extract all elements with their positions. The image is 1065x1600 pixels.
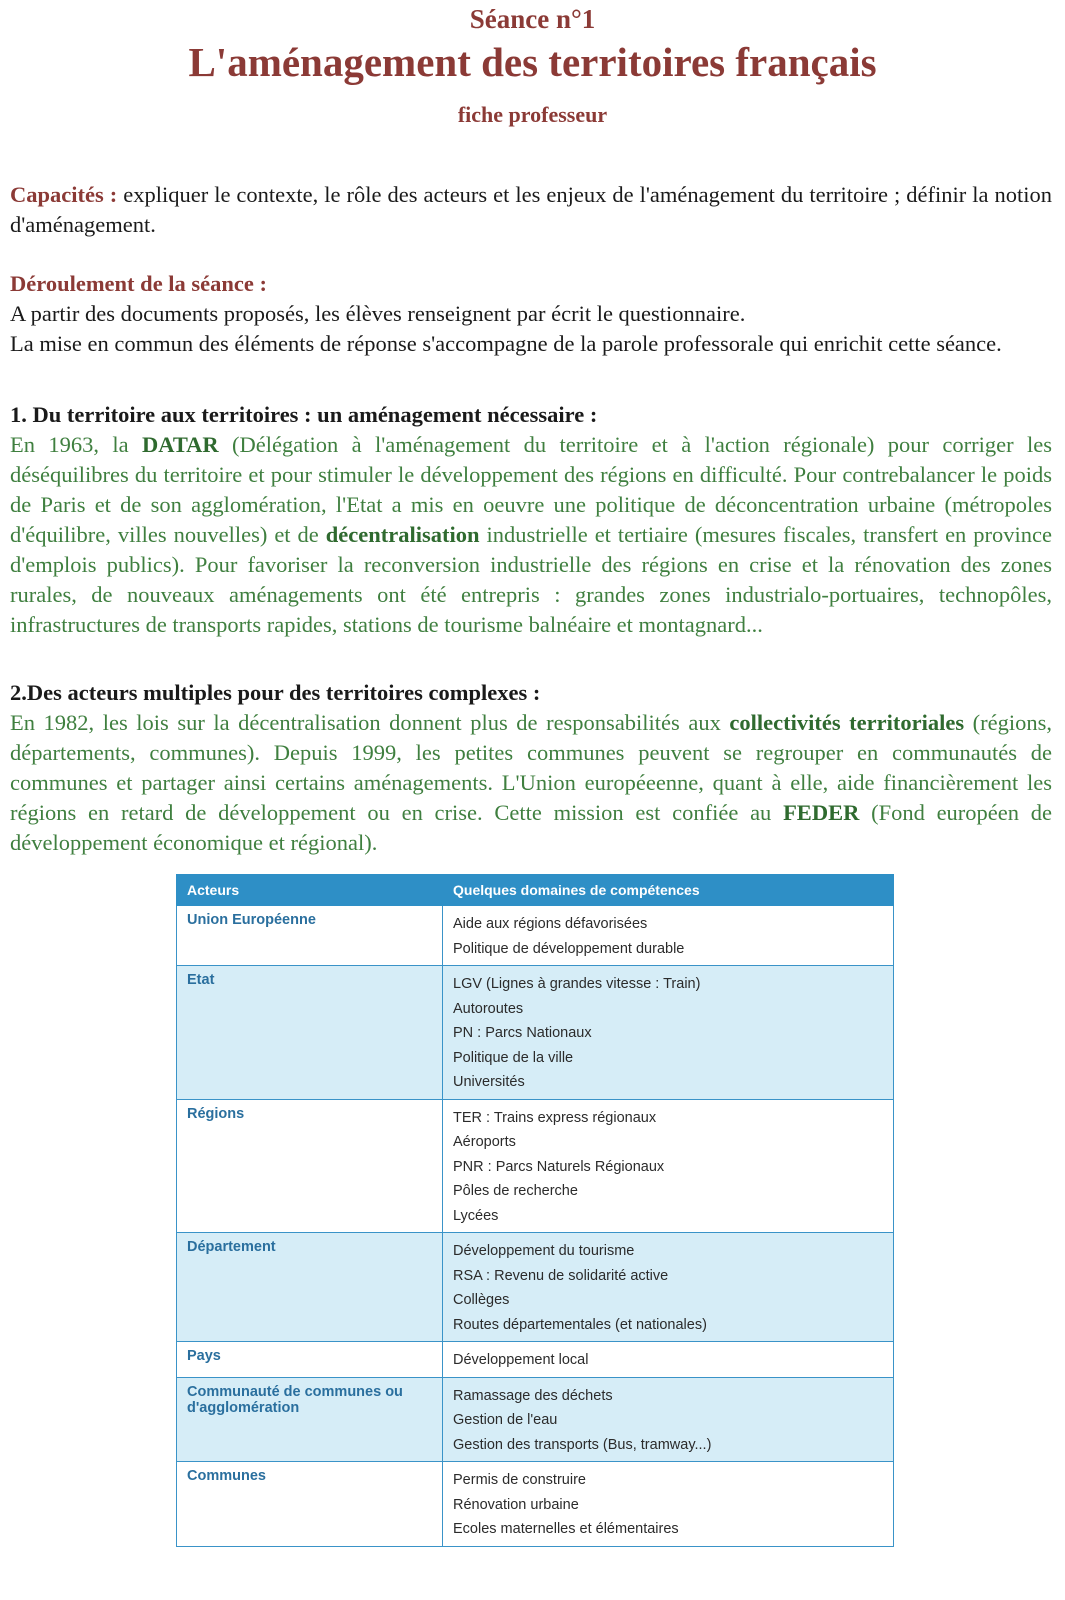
- domains-cell: [443, 1342, 894, 1378]
- capacites-paragraph: [10, 180, 1052, 240]
- domain-item: Pôles de recherche: [453, 1183, 578, 1199]
- domains-cell: [443, 966, 894, 1100]
- domain-item: Gestion de l'eau: [453, 1412, 558, 1428]
- domains-cell: [443, 1099, 894, 1233]
- domain-item: TER : Trains express régionaux: [453, 1109, 657, 1126]
- domain-item: Routes départementales (et nationales): [453, 1316, 707, 1333]
- collectivites-term: collectivités territoriales: [729, 710, 965, 735]
- section-2-text-b: (régions, départements, communes). Depuis 1999, les petites communes peuvent se regrouper en communautés de communes et partager ainsi certains aménagements. L'Union européeenne, quant à elle, aide financièrement les régions en retard de développement ou en crise. Cette mission est confiée au: [10, 710, 1053, 825]
- domain-item: Lycées: [453, 1207, 499, 1224]
- actor-cell: Pays: [177, 1342, 443, 1378]
- domain-item: Ramassage des déchets: [453, 1387, 613, 1404]
- domains-cell: [443, 1233, 894, 1342]
- domain-item: Ecoles maternelles et élémentaires: [453, 1521, 679, 1537]
- section-2-text-c: (Fond européen de développement économique et régional).: [10, 800, 1053, 855]
- actor-cell: Département: [177, 1233, 443, 1342]
- capacites-label: Capacités :: [10, 182, 118, 207]
- capacites-text: expliquer le contexte, le rôle des acteurs et les enjeux de l'aménagement du territoire ; définir la notion d'aménagement.: [10, 182, 1052, 237]
- deroulement-label: Déroulement de la séance :: [10, 271, 268, 296]
- actor-cell: Etat: [177, 966, 443, 1100]
- domain-item: Universités: [453, 1074, 525, 1090]
- section-2: [10, 678, 1052, 858]
- section-1-text-c: industrielle et tertiaire (mesures fiscales, transfert en province d'emplois publics). Pour favoriser la reconversion industrielle des régions en crise et la rénovation des zones rurales, de nouveaux aménagements ont été entrepris : grandes zones industrialo-portuaires, technopôles, infrastructures de transports rapides, stations de tourisme balnéaire et montagnard...: [10, 522, 1052, 637]
- datar-term: DATAR: [142, 432, 219, 457]
- actor-cell: Union Européenne: [177, 906, 443, 966]
- domain-item: PN : Parcs Nationaux: [453, 1025, 592, 1041]
- domain-item: LGV (Lignes à grandes vitesse : Train): [453, 976, 701, 992]
- section-1-heading: 1. Du territoire aux territoires : un aménagement nécessaire :: [10, 402, 598, 427]
- table-row: [177, 1233, 894, 1342]
- session-number: Séance n°1: [469, 4, 596, 34]
- domain-item: Gestion des transports (Bus, tramway...): [453, 1436, 712, 1453]
- domain-item: Aide aux régions défavorisées: [453, 916, 648, 932]
- domain-item: Développement du tourisme: [453, 1243, 635, 1259]
- domain-item: Collèges: [453, 1292, 510, 1308]
- domain-item: Aéroports: [453, 1134, 516, 1150]
- actor-cell: Régions: [177, 1099, 443, 1233]
- deroulement-line-1: A partir des documents proposés, les élèves renseignent par écrit le questionnaire.: [10, 301, 746, 326]
- domain-item: Rénovation urbaine: [453, 1496, 579, 1513]
- table-row: [177, 1377, 894, 1462]
- table-row: [177, 1342, 894, 1378]
- domain-item: RSA : Revenu de solidarité active: [453, 1267, 669, 1284]
- table-row: [177, 1462, 894, 1547]
- section-1-text-b: (Délégation à l'aménagement du territoire et à l'action régionale) pour corriger les déséquilibres du territoire et pour stimuler le développement des régions en difficulté. Pour contrebalancer le poids de Paris et de son agglomération, l'Etat a mis en oeuvre une politique de déconcentration urbaine (métropoles d'équilibre, villes nouvelles) et de: [10, 432, 1053, 547]
- domain-item: Autoroutes: [453, 1000, 524, 1017]
- domain-item: Développement local: [453, 1352, 589, 1368]
- section-2-text-a: En 1982, les lois sur la décentralisation donnent plus de responsabilités aux: [10, 710, 730, 735]
- table-row: [177, 906, 894, 966]
- domain-item: PNR : Parcs Naturels Régionaux: [453, 1158, 665, 1175]
- domain-item: Politique de la ville: [453, 1049, 574, 1066]
- table-row: [177, 1099, 894, 1233]
- domains-cell: [443, 1377, 894, 1462]
- deroulement-line-2: La mise en commun des éléments de réponse s'accompagne de la parole professorale qui enrichit cette séance.: [10, 331, 1002, 356]
- domains-cell: [443, 1462, 894, 1547]
- domain-item: Permis de construire: [453, 1472, 586, 1488]
- page-title: L'aménagement des territoires français: [188, 39, 877, 85]
- section-1-text-a: En 1963, la: [10, 432, 142, 457]
- table-row: [177, 966, 894, 1100]
- decentralisation-term: décentralisation: [325, 522, 480, 547]
- section-2-heading: 2.Des acteurs multiples pour des territoires complexes :: [10, 680, 541, 705]
- section-1-text: [10, 430, 1052, 640]
- acteurs-table: [176, 874, 894, 1547]
- page-subtitle: fiche professeur: [457, 102, 608, 127]
- domain-item: Politique de développement durable: [453, 940, 685, 957]
- deroulement-paragraph: [10, 269, 1052, 359]
- feder-term: FEDER: [783, 800, 860, 825]
- section-2-text: [10, 708, 1052, 858]
- actor-cell: Communauté de communes ou d'agglomération: [177, 1377, 443, 1462]
- actor-cell: Communes: [177, 1462, 443, 1547]
- column-header-domaines: Quelques domaines de compétences: [443, 875, 894, 906]
- column-header-acteurs: Acteurs: [177, 875, 443, 906]
- table-header-row: [177, 875, 894, 906]
- section-1: [10, 400, 1052, 640]
- domains-cell: [443, 906, 894, 966]
